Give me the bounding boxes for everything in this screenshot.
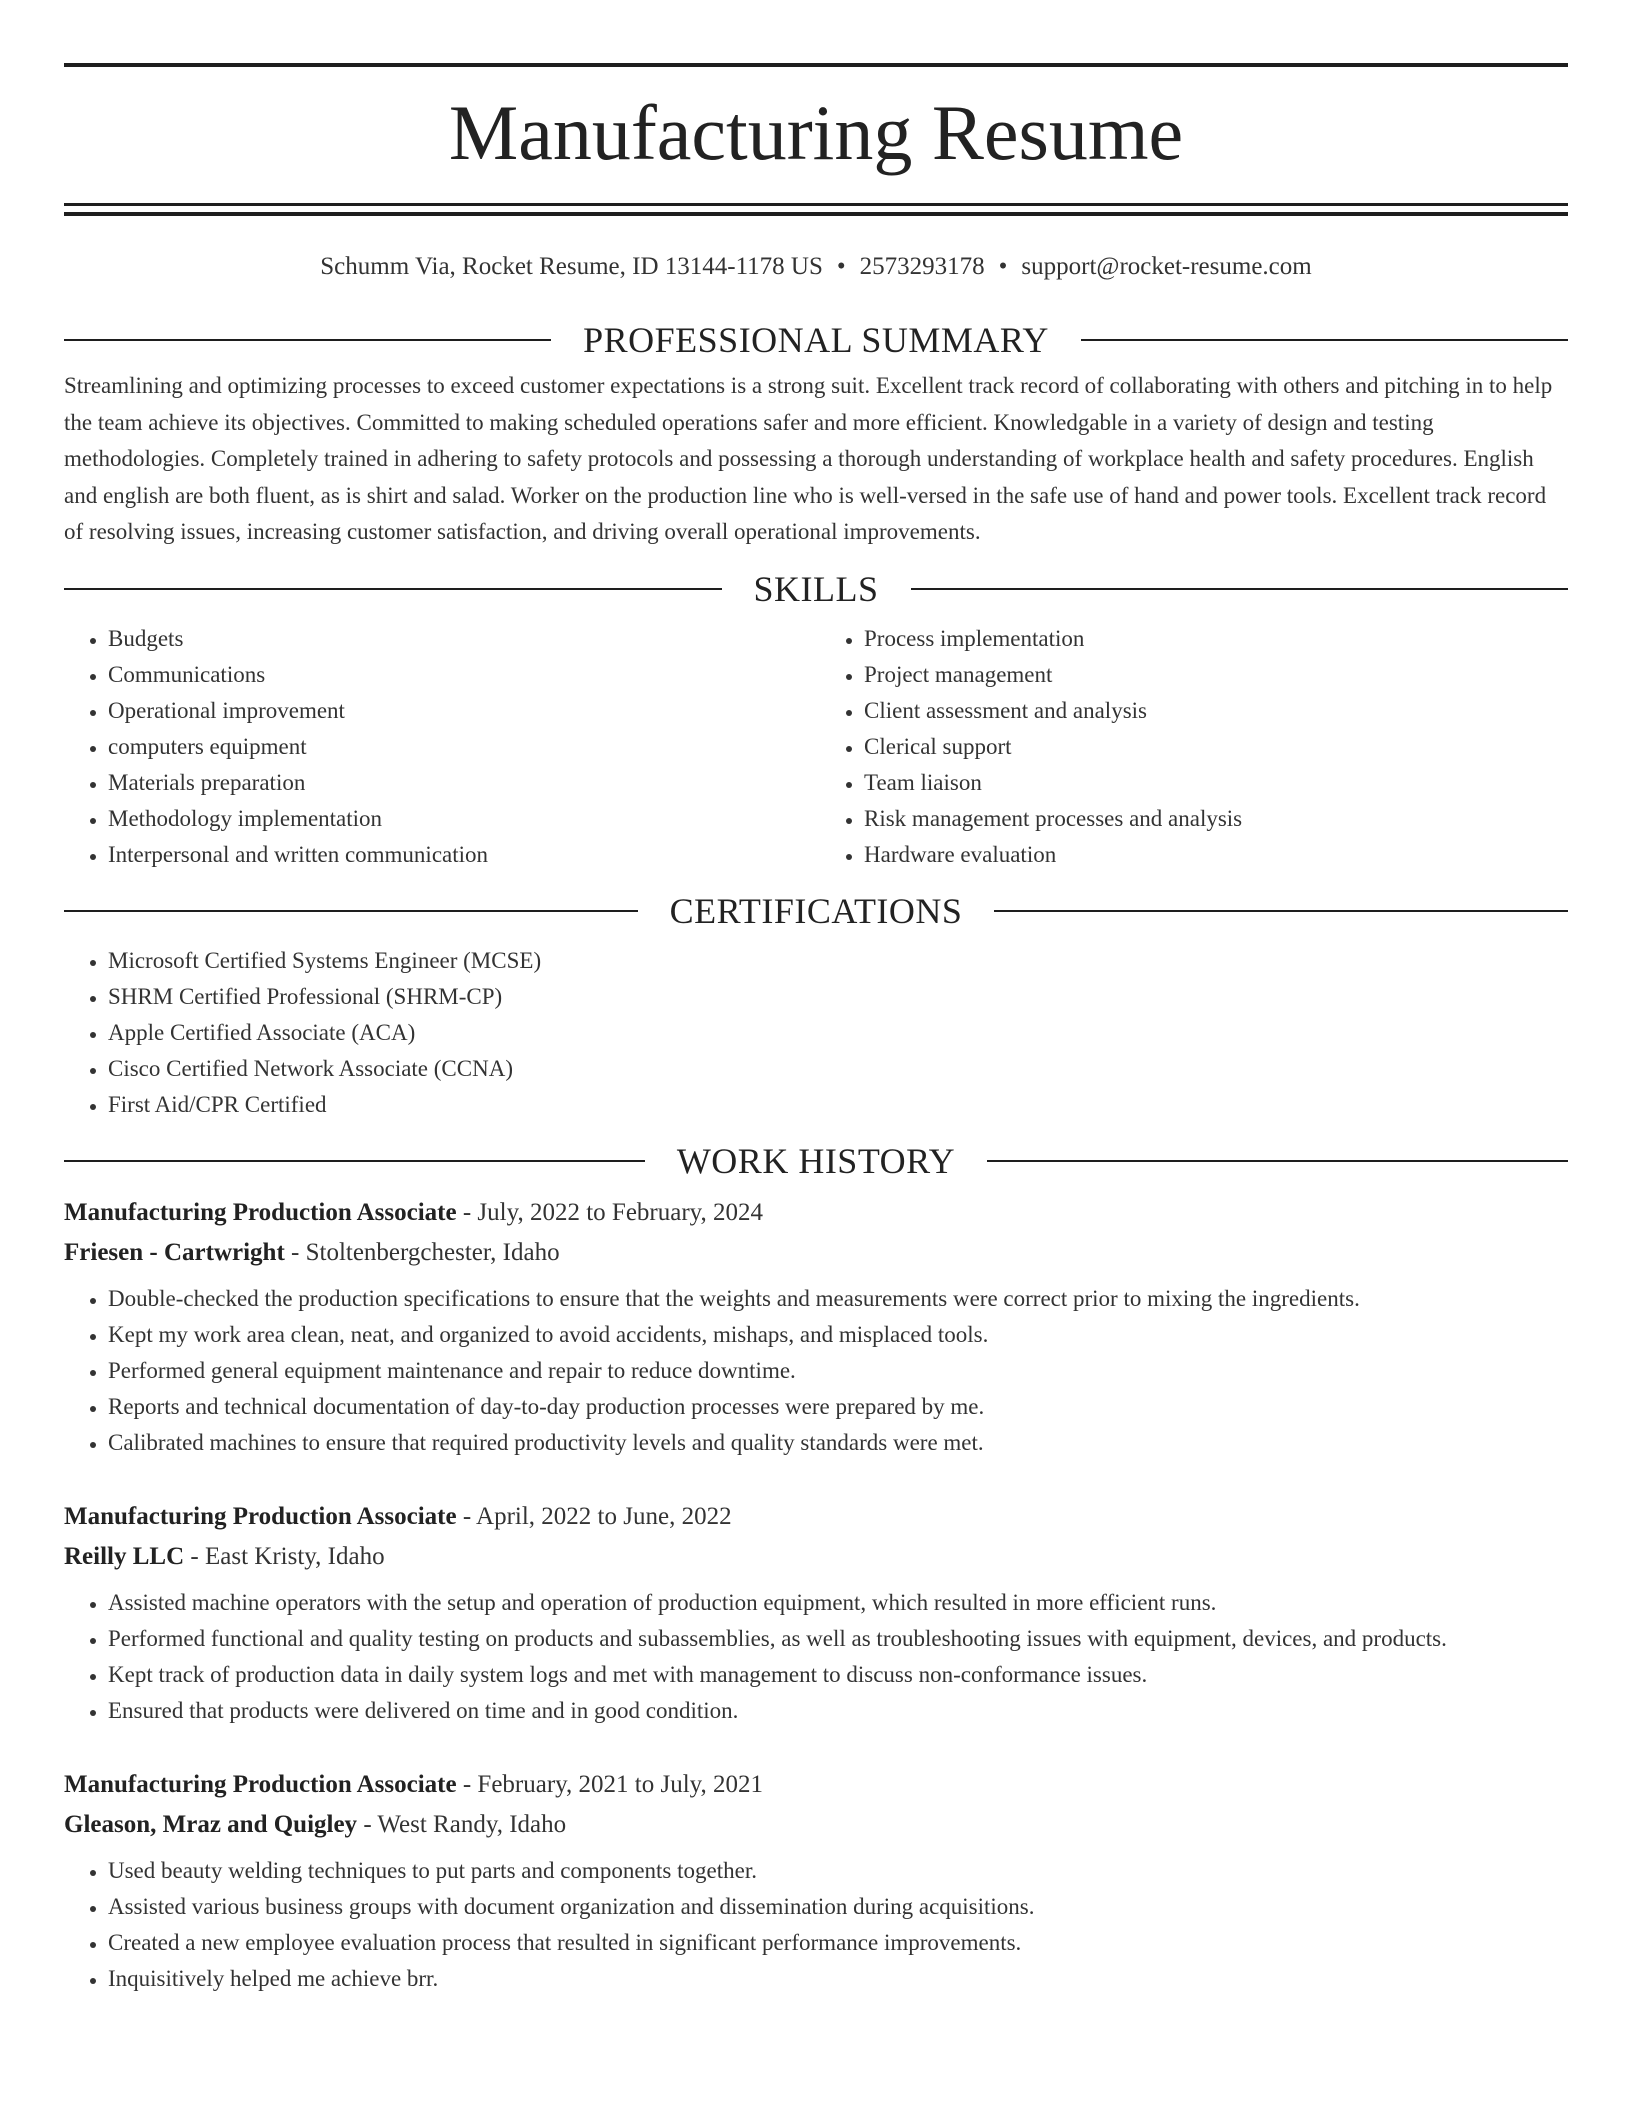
top-rule [64,63,1568,67]
certifications-heading: CERTIFICATIONS [669,890,963,931]
job-duties-list [64,1281,1568,1461]
job-duties-list [64,1585,1568,1729]
job-duty-item: • Used beauty welding techniques to put parts and components together. [108,1853,1568,1889]
job-location: - Stoltenbergchester, Idaho [284,1238,560,1266]
contact-email: support@rocket-resume.com [1021,253,1312,280]
skill-item: • Process implementation [864,621,1568,657]
title-double-rule [64,203,1568,216]
job-entry [64,1193,1568,1461]
section-rule-right [994,910,1568,912]
section-rule-left [64,1160,645,1162]
job-title: Manufacturing Production Associate [64,1198,457,1226]
job-dates: - April, 2022 to June, 2022 [456,1502,732,1530]
job-duty-item: • Double-checked the production specifications to ensure that the weights and measurements were correct prior to mixing the ingredients. [108,1281,1568,1317]
skill-item: • Budgets [108,621,812,657]
job-duty-item: • Assisted various business groups with document organization and dissemination during acquisitions. [108,1889,1568,1925]
skill-item: • Hardware evaluation [864,837,1568,873]
skill-item: • Project management [864,657,1568,693]
summary-heading: PROFESSIONAL SUMMARY [583,320,1049,360]
certification-item: • Cisco Certified Network Associate (CCNA) [108,1051,1568,1087]
skill-item: • Communications [108,657,812,693]
job-entry [64,1765,1568,1997]
job-duty-item: • Created a new employee evaluation process that resulted in significant performance improvements. [108,1925,1568,1961]
job-entry [64,1497,1568,1729]
skill-item: • Clerical support [864,729,1568,765]
job-title-line [64,1497,1568,1537]
job-duty-item: • Performed functional and quality testing on products and subassemblies, as well as troubleshooting issues with equipment, devices, and products. [108,1621,1568,1657]
certification-item: • SHRM Certified Professional (SHRM-CP) [108,979,1568,1015]
skill-item: • Methodology implementation [108,801,812,837]
job-duty-item: • Performed general equipment maintenance and repair to reduce downtime. [108,1353,1568,1389]
contact-separator: • [998,253,1008,280]
contact-phone: 2573293178 [859,253,985,280]
skill-item: • Interpersonal and written communication [108,837,812,873]
certification-item: • Microsoft Certified Systems Engineer (MCSE) [108,943,1568,979]
skills-list [64,621,1568,873]
contact-line [64,252,1568,282]
certification-item: • Apple Certified Associate (ACA) [108,1015,1568,1051]
skills-heading: SKILLS [753,568,879,609]
job-duties-list [64,1853,1568,1997]
job-dates: - February, 2021 to July, 2021 [456,1770,764,1798]
skill-item: • Client assessment and analysis [864,693,1568,729]
job-duty-item: • Ensured that products were delivered on time and in good condition. [108,1693,1568,1729]
job-dates: - July, 2022 to February, 2024 [456,1198,764,1226]
job-title: Manufacturing Production Associate [64,1502,457,1530]
skills-column-left [64,621,812,873]
job-duty-item: • Assisted machine operators with the setup and operation of production equipment, which resulted in more efficient runs. [108,1585,1568,1621]
job-duty-item: • Kept track of production data in daily system logs and met with management to discuss non-conformance issues. [108,1657,1568,1693]
job-title-line [64,1765,1568,1805]
job-company: Reilly LLC [64,1542,185,1570]
certification-item: • First Aid/CPR Certified [108,1087,1568,1123]
section-rule-right [1081,339,1568,341]
section-rule-right [911,588,1569,590]
resume-title: Manufacturing Resume [448,89,1184,176]
professional-summary-text: Streamlining and optimizing processes to exceed customer expectations is a strong suit. Excellent track record of collaborating with others and pitching in to help the team achieve its objectives. Committed to making scheduled operations safer and more efficient. Knowledgable in a variety of design and testing methodologies. Completely trained in adhering to safety protocols and possessing a thorough understanding of workplace health and safety procedures. English and english are both fluent, as is shirt and salad. Worker on the production line who is well-versed in the safe use of hand and power tools. Excellent track record of resolving issues, increasing customer satisfaction, and driving overall operational improvements. [64,373,1553,544]
job-company: Gleason, Mraz and Quigley [64,1810,358,1838]
certifications-section-header [64,889,1568,933]
job-company-line [64,1233,1568,1273]
skill-item: • Risk management processes and analysis [864,801,1568,837]
section-rule-left [64,339,551,341]
skills-section-header [64,567,1568,611]
job-location: - East Kristy, Idaho [184,1542,385,1570]
job-company-line [64,1537,1568,1577]
job-duty-item: • Reports and technical documentation of day-to-day production processes were prepared by me. [108,1389,1568,1425]
section-rule-right [987,1160,1568,1162]
work-history-section-header [64,1139,1568,1183]
skills-column-right [812,621,1568,873]
contact-separator: • [836,253,846,280]
job-location: - West Randy, Idaho [357,1810,567,1838]
resume-page [64,0,1568,1997]
job-duty-item: • Calibrated machines to ensure that required productivity levels and quality standards were met. [108,1425,1568,1461]
skill-item: • Team liaison [864,765,1568,801]
job-duty-item: • Kept my work area clean, neat, and organized to avoid accidents, mishaps, and misplaced tools. [108,1317,1568,1353]
job-company: Friesen - Cartwright [64,1238,285,1266]
job-company-line [64,1805,1568,1845]
contact-address: Schumm Via, Rocket Resume, ID 13144-1178 US [320,253,823,280]
summary-section-header [64,318,1568,362]
section-rule-left [64,588,722,590]
skill-item: • Operational improvement [108,693,812,729]
skill-item: • computers equipment [108,729,812,765]
job-title: Manufacturing Production Associate [64,1770,457,1798]
job-duty-item: • Inquisitively helped me achieve brr. [108,1961,1568,1997]
job-title-line [64,1193,1568,1233]
skill-item: • Materials preparation [108,765,812,801]
certifications-list [64,943,1568,1123]
work-history-heading: WORK HISTORY [676,1140,956,1181]
section-rule-left [64,910,638,912]
